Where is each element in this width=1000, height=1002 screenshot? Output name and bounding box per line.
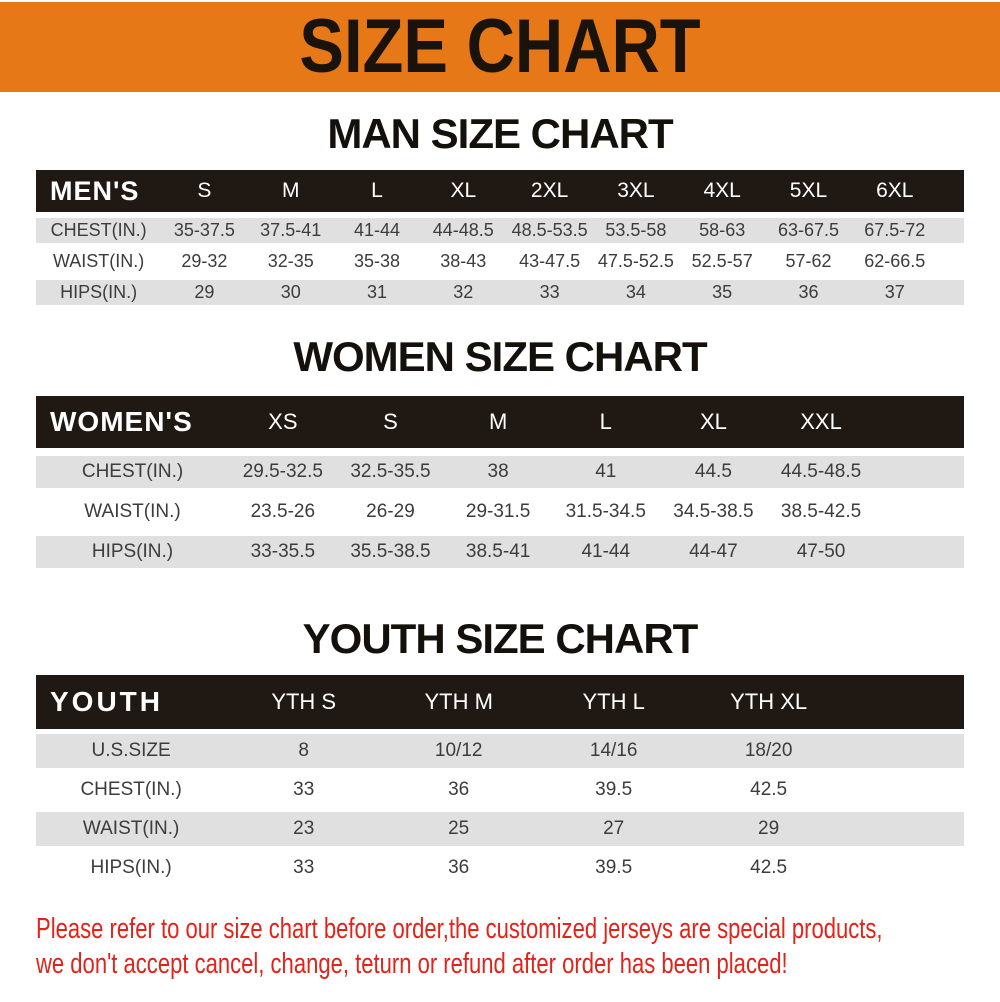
size-column-header: L [599, 409, 612, 434]
notice-line-2: we don't accept cancel, change, teturn or refund after order has been placed! [36, 948, 788, 980]
size-column-header: 2XL [530, 179, 569, 202]
size-value-cell: 33-35.5 [250, 541, 316, 562]
size-column-header: M [281, 179, 300, 202]
size-value-cell: 14/16 [589, 740, 638, 761]
row-label: WAIST(IN.) [82, 818, 180, 839]
table-row [36, 218, 964, 243]
size-column-header: YTH S [271, 689, 337, 714]
size-column-header: XL [699, 409, 727, 434]
size-value-cell: 47-50 [796, 541, 846, 562]
size-value-cell: 58-63 [699, 220, 746, 240]
women-section [0, 335, 1000, 568]
row-label: U.S.SIZE [91, 740, 171, 761]
size-value-cell: 34 [625, 282, 646, 302]
size-value-cell: 42.5 [750, 779, 788, 800]
men-section [0, 112, 1000, 305]
size-column-header: L [371, 179, 383, 202]
table-header-row [36, 675, 964, 729]
size-value-cell: 44-47 [689, 541, 738, 562]
table-header-row [36, 170, 964, 212]
size-value-cell: 32.5-35.5 [350, 461, 431, 482]
table-row [36, 496, 964, 528]
size-value-cell: 38.5-41 [465, 541, 531, 562]
size-chart-page [0, 2, 1000, 982]
size-column-header: S [197, 179, 212, 202]
size-value-cell: 43-47.5 [519, 251, 581, 271]
youth-size-table [36, 675, 964, 885]
size-value-cell: 33 [539, 282, 560, 302]
size-value-cell: 32-35 [267, 251, 314, 271]
size-column-header: M [488, 409, 508, 434]
row-label: HIPS(IN.) [90, 857, 172, 878]
size-value-cell: 35 [712, 282, 733, 302]
size-value-cell: 31 [366, 282, 388, 302]
size-value-cell: 37 [884, 282, 905, 302]
size-value-cell: 41-44 [353, 220, 401, 240]
size-column-header: 6XL [876, 179, 914, 202]
size-value-cell: 41-44 [581, 541, 631, 562]
size-value-cell: 10/12 [434, 740, 483, 761]
size-column-header: 3XL [617, 179, 655, 202]
table-row [36, 773, 964, 807]
size-value-cell: 42.5 [750, 857, 788, 878]
banner [0, 2, 1000, 92]
size-value-cell: 36 [448, 779, 470, 800]
table-row [36, 812, 964, 846]
size-value-cell: 52.5-57 [691, 251, 753, 271]
size-value-cell: 27 [603, 818, 625, 839]
size-value-cell: 29-32 [181, 251, 228, 271]
size-value-cell: 44.5 [694, 461, 732, 482]
table-row [36, 851, 964, 885]
table-row [36, 536, 964, 568]
size-value-cell: 8 [298, 740, 309, 761]
table-row [36, 456, 964, 488]
table-row [36, 249, 964, 274]
size-value-cell: 35-38 [353, 251, 401, 271]
size-value-cell: 32 [453, 282, 474, 302]
size-value-cell: 33 [293, 857, 315, 878]
size-column-header: 5XL [789, 179, 828, 202]
size-value-cell: 33 [293, 779, 315, 800]
size-value-cell: 30 [280, 282, 301, 302]
table-title-cell: YOUTH [50, 686, 163, 717]
size-value-cell: 31.5-34.5 [565, 501, 646, 522]
row-label: HIPS(IN.) [91, 541, 174, 562]
size-value-cell: 34.5-38.5 [673, 501, 754, 522]
row-label: WAIST(IN.) [84, 501, 181, 522]
size-value-cell: 39.5 [595, 857, 633, 878]
size-column-header: 4XL [703, 179, 741, 202]
row-label: WAIST(IN.) [52, 251, 145, 271]
size-value-cell: 29-31.5 [465, 501, 531, 522]
men-size-table [36, 170, 964, 305]
women-section-heading: WOMEN SIZE CHART [293, 333, 707, 380]
women-size-table [36, 396, 964, 568]
size-value-cell: 37.5-41 [260, 220, 322, 240]
size-value-cell: 44.5-48.5 [780, 461, 862, 482]
size-value-cell: 26-29 [366, 501, 415, 522]
youth-section [0, 617, 1000, 885]
size-value-cell: 35.5-38.5 [350, 541, 431, 562]
row-label: CHEST(IN.) [50, 220, 147, 240]
table-row [36, 734, 964, 768]
row-label: HIPS(IN.) [60, 282, 138, 302]
size-value-cell: 53.5-58 [605, 220, 667, 240]
size-value-cell: 25 [448, 818, 470, 839]
size-value-cell: 36 [448, 857, 470, 878]
size-value-cell: 47.5-52.5 [597, 251, 674, 271]
size-value-cell: 44-48.5 [432, 220, 494, 240]
table-header-row [36, 396, 964, 448]
size-column-header: YTH M [424, 689, 493, 714]
size-value-cell: 63-67.5 [777, 220, 840, 240]
size-value-cell: 18/20 [744, 740, 793, 761]
table-title-cell: MEN'S [50, 175, 140, 206]
size-column-header: XS [268, 409, 298, 434]
size-value-cell: 38-43 [440, 251, 487, 271]
size-value-cell: 62-66.5 [864, 251, 926, 271]
size-value-cell: 38.5-42.5 [780, 501, 862, 522]
size-column-header: XL [450, 179, 477, 202]
size-value-cell: 29 [758, 818, 780, 839]
size-value-cell: 39.5 [595, 779, 633, 800]
table-row [36, 280, 964, 305]
row-label: CHEST(IN.) [80, 779, 182, 800]
youth-section-heading: YOUTH SIZE CHART [302, 615, 698, 662]
size-value-cell: 67.5-72 [864, 220, 926, 240]
size-value-cell: 23.5-26 [250, 501, 316, 522]
size-column-header: YTH L [582, 689, 645, 714]
size-value-cell: 38 [487, 461, 509, 482]
row-label: CHEST(IN.) [81, 461, 184, 482]
size-value-cell: 57-62 [785, 251, 832, 271]
size-column-header: YTH XL [730, 689, 808, 714]
table-title-cell: WOMEN'S [50, 406, 193, 437]
size-value-cell: 48.5-53.5 [511, 220, 588, 240]
order-notice [36, 912, 1000, 982]
size-value-cell: 36 [798, 282, 819, 302]
notice-line-1: Please refer to our size chart before order,the customized jerseys are special products, [36, 913, 883, 945]
size-value-cell: 23 [293, 818, 315, 839]
size-value-cell: 29 [194, 282, 215, 302]
size-value-cell: 29.5-32.5 [242, 461, 323, 482]
size-value-cell: 41 [595, 461, 617, 482]
size-value-cell: 35-37.5 [173, 220, 235, 240]
men-section-heading: MAN SIZE CHART [327, 110, 673, 157]
size-column-header: S [383, 409, 398, 434]
page-title: SIZE CHART [299, 4, 701, 89]
size-column-header: XXL [800, 409, 842, 434]
